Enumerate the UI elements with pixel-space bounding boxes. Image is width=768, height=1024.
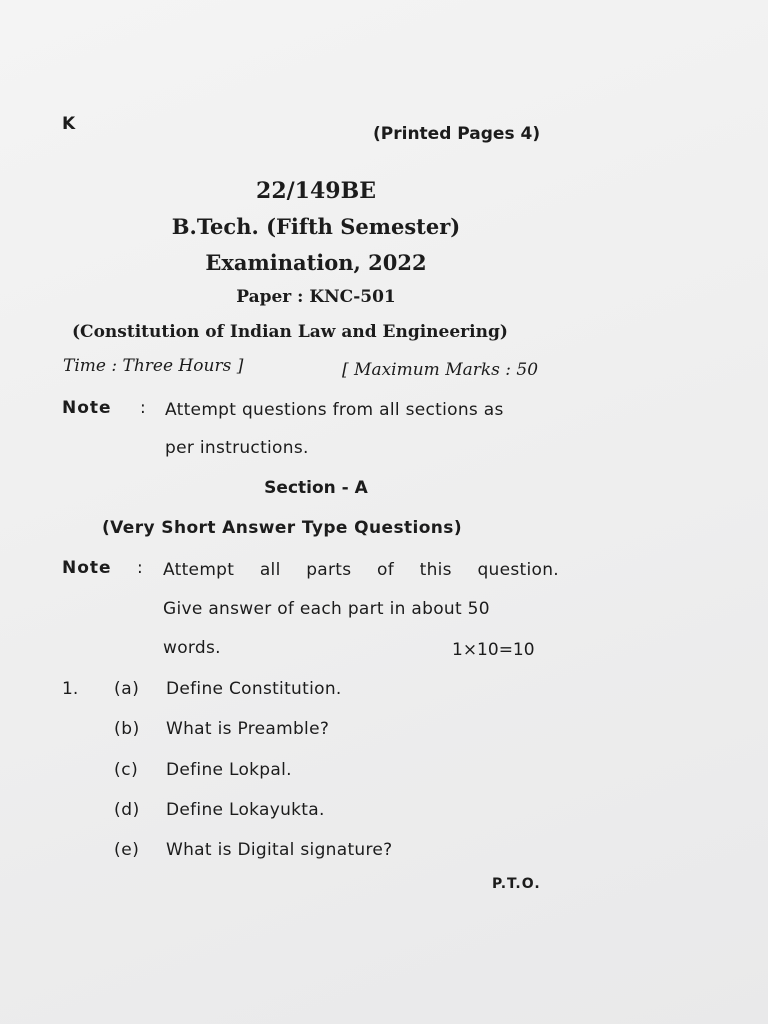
note-colon: :	[137, 558, 143, 578]
question-part-label: (a)	[114, 679, 140, 699]
note-text-line: Attempt all parts of this question.	[163, 560, 559, 580]
question-part-label: (c)	[114, 760, 139, 780]
question-part-label: (b)	[114, 719, 140, 739]
note-text-line: per instructions.	[165, 438, 309, 458]
note-label: Note	[62, 558, 112, 578]
marks-distribution: 1×10=10	[452, 640, 535, 660]
exam-title: Examination, 2022	[205, 250, 427, 275]
question-part-text: What is Preamble?	[166, 719, 330, 739]
note-text-line: Give answer of each part in about 50	[163, 599, 490, 619]
printed-pages: (Printed Pages 4)	[373, 124, 541, 144]
paper-code: 22/149BE	[256, 178, 376, 204]
course-title: B.Tech. (Fifth Semester)	[171, 214, 461, 239]
question-part-label: (e)	[114, 840, 140, 860]
subject-title: (Constitution of Indian Law and Engineering)	[72, 322, 508, 342]
question-part-text: Define Lokpal.	[166, 760, 292, 780]
paper-code-letter: K	[62, 114, 76, 134]
note-text-line: Attempt questions from all sections as	[165, 400, 504, 420]
paper-number: Paper : KNC-501	[236, 287, 396, 307]
question-part-text: Define Constitution.	[166, 679, 342, 699]
question-number: 1.	[62, 679, 79, 699]
question-part-text: Define Lokayukta.	[166, 800, 325, 820]
section-title: Section - A	[264, 478, 368, 498]
note-text-line: words.	[163, 638, 221, 658]
please-turn-over: P.T.O.	[492, 876, 541, 892]
question-part-text: What is Digital signature?	[166, 840, 393, 860]
section-subtitle: (Very Short Answer Type Questions)	[102, 518, 462, 538]
note-colon: :	[140, 398, 146, 418]
question-part-label: (d)	[114, 800, 140, 820]
exam-duration: Time : Three Hours ]	[63, 356, 244, 376]
maximum-marks: [ Maximum Marks : 50	[342, 360, 539, 380]
note-label: Note	[62, 398, 112, 418]
